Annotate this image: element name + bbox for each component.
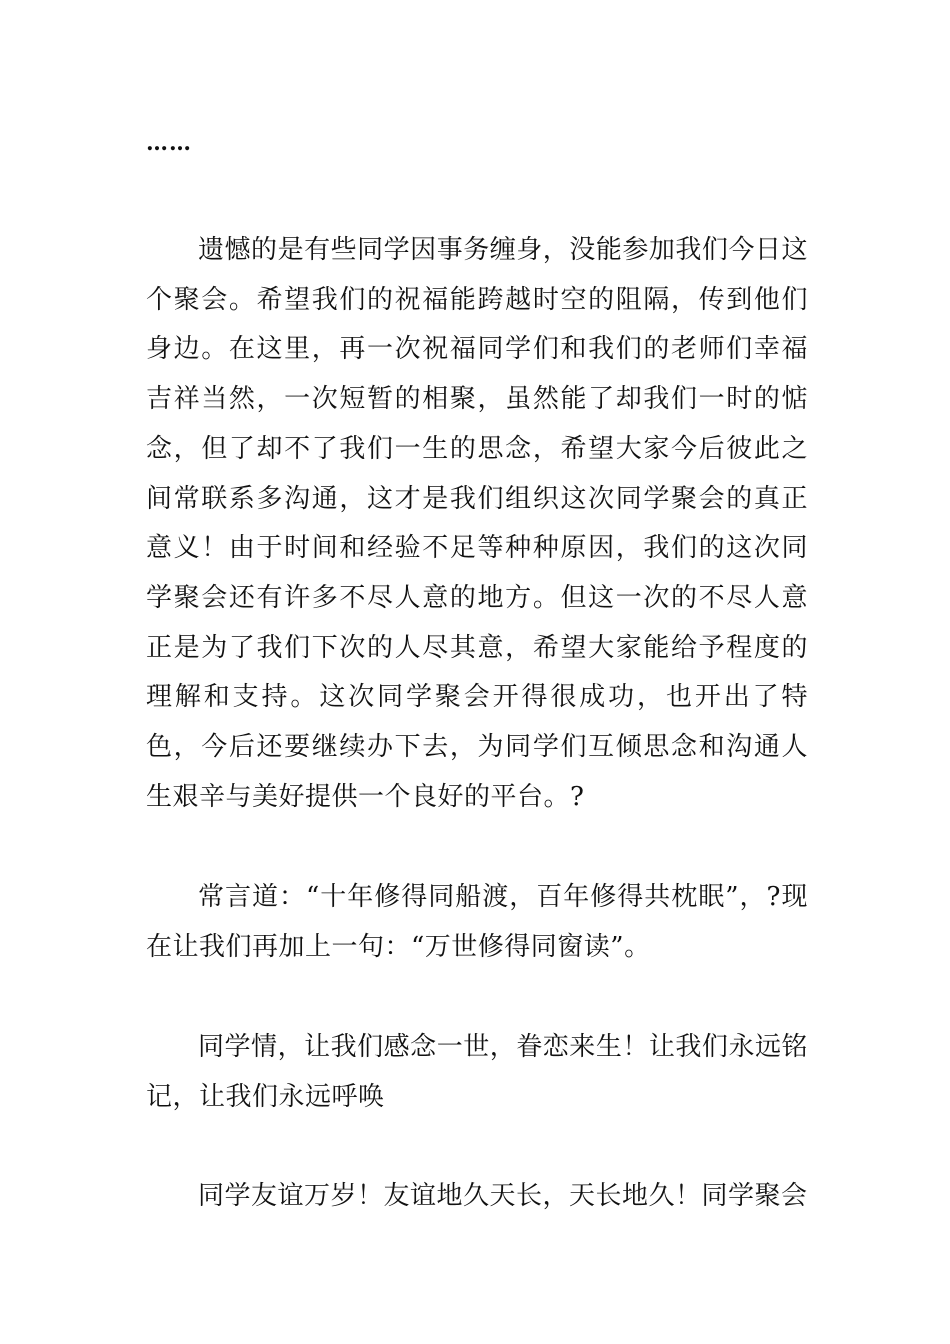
ellipsis-mark: …… [146,130,192,156]
paragraph-regret: 遗憾的是有些同学因事务缠身，没能参加我们今日这个聚会。希望我们的祝福能跨越时空的阻隔，传到他们身边。在这里，再一次祝福同学们和我们的老师们幸福吉祥当然，一次短暂的相聚，虽然能了却我们一时的惦念，但了却不了我们一生的思念，希望大家今后彼此之间常联系多沟通，这才是我们组织这次同学聚会的真正意义！由于时间和经验不足等种种原因，我们的这次同学聚会还有许多不尽人意的地方。但这一次的不尽人意正是为了我们下次的人尽其意，希望大家能给予程度的理解和支持。这次同学聚会开得很成功，也开出了特色，今后还要继续办下去，为同学们互倾思念和沟通人生艰辛与美好提供一个良好的平台。? [146,235,808,812]
paragraph-friendship: 同学友谊万岁！友谊地久天长，天长地久！同学聚会 [198,1181,808,1211]
paragraph-classmate-feeling: 同学情，让我们感念一世，眷恋来生！让我们永远铭记，让我们永远呼唤 [146,1032,808,1112]
paragraph-proverb: 常言道：“十年修得同船渡，百年修得共枕眠”，?现在让我们再加上一句：“万世修得同窗读”。 [146,882,808,962]
